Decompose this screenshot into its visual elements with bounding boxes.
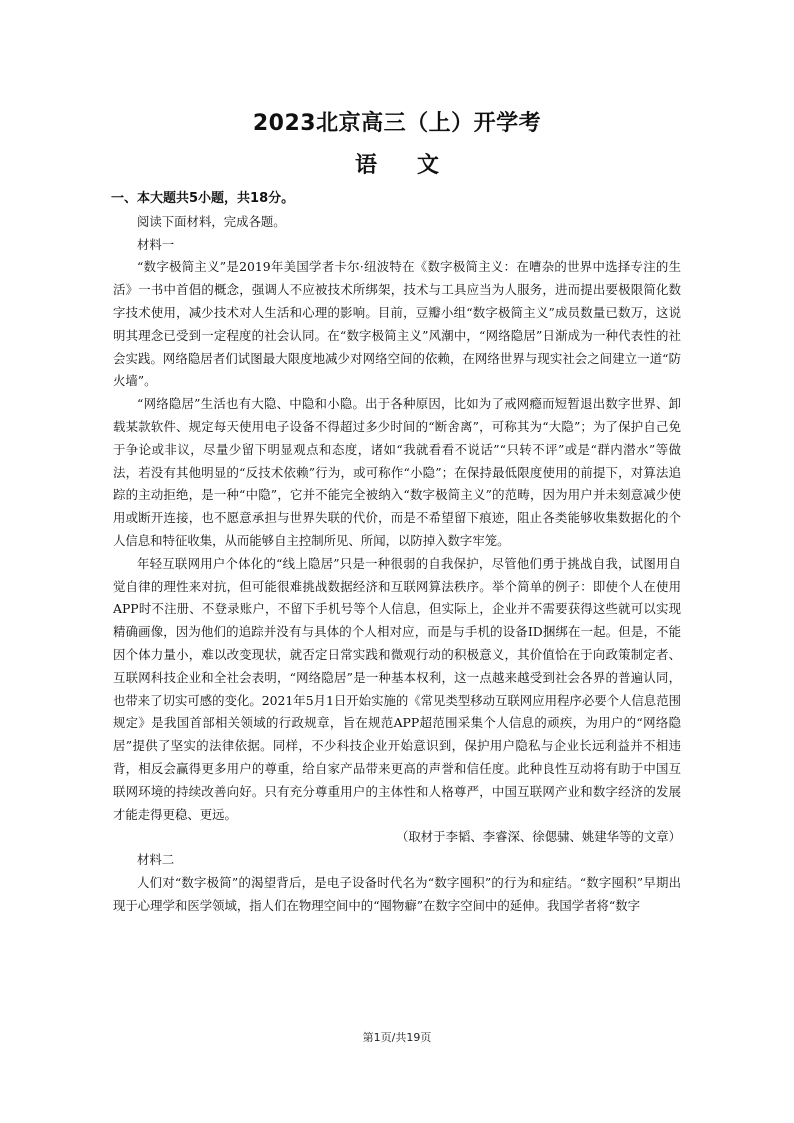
page-number: 第1页/共19页 <box>362 1031 432 1044</box>
source-citation: （取材于李韬、李睿深、徐偲骕、姚建华等的文章） <box>396 829 681 845</box>
material-1-label: 材料一 <box>137 236 175 252</box>
material-2-label: 材料二 <box>137 852 175 868</box>
page-title: 2023北京高三（上）开学考 <box>252 111 542 136</box>
section-heading: 一、本大题共5小题，共18分。 <box>111 191 295 206</box>
material-1-paragraph: 年轻互联网用户个体化的“线上隐居”只是一种很弱的自我保护，尽管他们勇于挑战自我，试图用自觉自律的理性来对抗，但可能很难挑战数据经济和互联网算法秩序。举个简单的例子：即使个人在使用APP时不注册、不登录账户，不留下手机号等个人信息，但实际上，企业并不需要获得这些就可以实现精确画像，因为他们的追踪并没有与具体的个人相对应，而是与手机的设备ID捆绑在一起。但是，不能因个体力量小，难以改变现状，就否定日常实践和微观行动的积极意义，其价值恰在于向政策制定者、互联网科技企业和全社会表明，“网络隐居”是一种基本权利，这一点越来越受到社会各界的普遍认同，也带来了切实可感的变化。2021年5月1日开始实施的《常见类型移动互联网应用程序必要个人信息范围规定》是我国首部相关领域的行政规章，旨在规范APP超范围采集个人信息的顽疾，为用户的“网络隐居”提供了坚实的法律依据。同样，不少科技企业开始意识到，保护用户隐私与企业长远利益并不相违背，相反会赢得更多用户的尊重，给自家产品带来更高的声誉和信任度。此种良性互动将有助于中国互联网环境的持续改善向好。只有充分尊重用户的主体性和人格尊严，中国互联网产业和数字经济的发展才能走得更稳、更远。 <box>113 555 681 822</box>
material-2-paragraph: 人们对“数字极简”的渴望背后，是电子设备时代名为“数字囤积”的行为和症结。“数字囤积”早期出现于心理学和医学领域，指人们在物理空间中的“囤物癖”在数字空间中的延伸。我国学者将“数字 <box>113 874 681 913</box>
subject-title: 语文 <box>354 153 479 178</box>
material-1-paragraph: “网络隐居”生活也有大隐、中隐和小隐。出于各种原因，比如为了戒网瘾而短暂退出数字世界、卸载某款软件、规定每天使用电子设备不得超过多少时间的“断舍离”，可称其为“大隐”；为了保护自己免于争论或非议，尽量少留下明显观点和态度，诸如“我就看看不说话”“只转不评”或是“群内潜水”等做法，若没有其他明显的“反技术依赖”行为，或可称作“小隐”；在保持最低限度使用的前提下，对算法追踪的主动拒绝，是一种“中隐”，它并不能完全被纳入“数字极简主义”的范畴，因为用户并未刻意减少使用或断开连接，也不愿意承担与世界失联的代价，而是不希望留下痕迹，阻止各类能够收集数据化的个人信息和特征收集，从而能够自主控制所见、所闻，以防掉入数字牢笼。 <box>113 396 681 548</box>
document-body <box>113 188 681 918</box>
material-1-paragraph: “数字极简主义”是2019年美国学者卡尔·纽波特在《数字极简主义：在嘈杂的世界中选择专注的生活》一书中首倡的概念，强调人不应被技术所绑架，技术与工具应当为人服务，进而提出要极限简化数字技术使用，减少技术对人生活和心理的影响。目前，豆瓣小组“数字极简主义”成员数量已数万，这说明其理念已受到一定程度的社会认同。在“数字极简主义”风潮中，“网络隐居”日渐成为一种代表性的社会实践。网络隐居者们试图最大限度地减少对网络空间的依赖，在网络世界与现实社会之间建立一道“防火墙”。 <box>113 259 681 389</box>
instruction-text: 阅读下面材料，完成各题。 <box>137 213 286 229</box>
